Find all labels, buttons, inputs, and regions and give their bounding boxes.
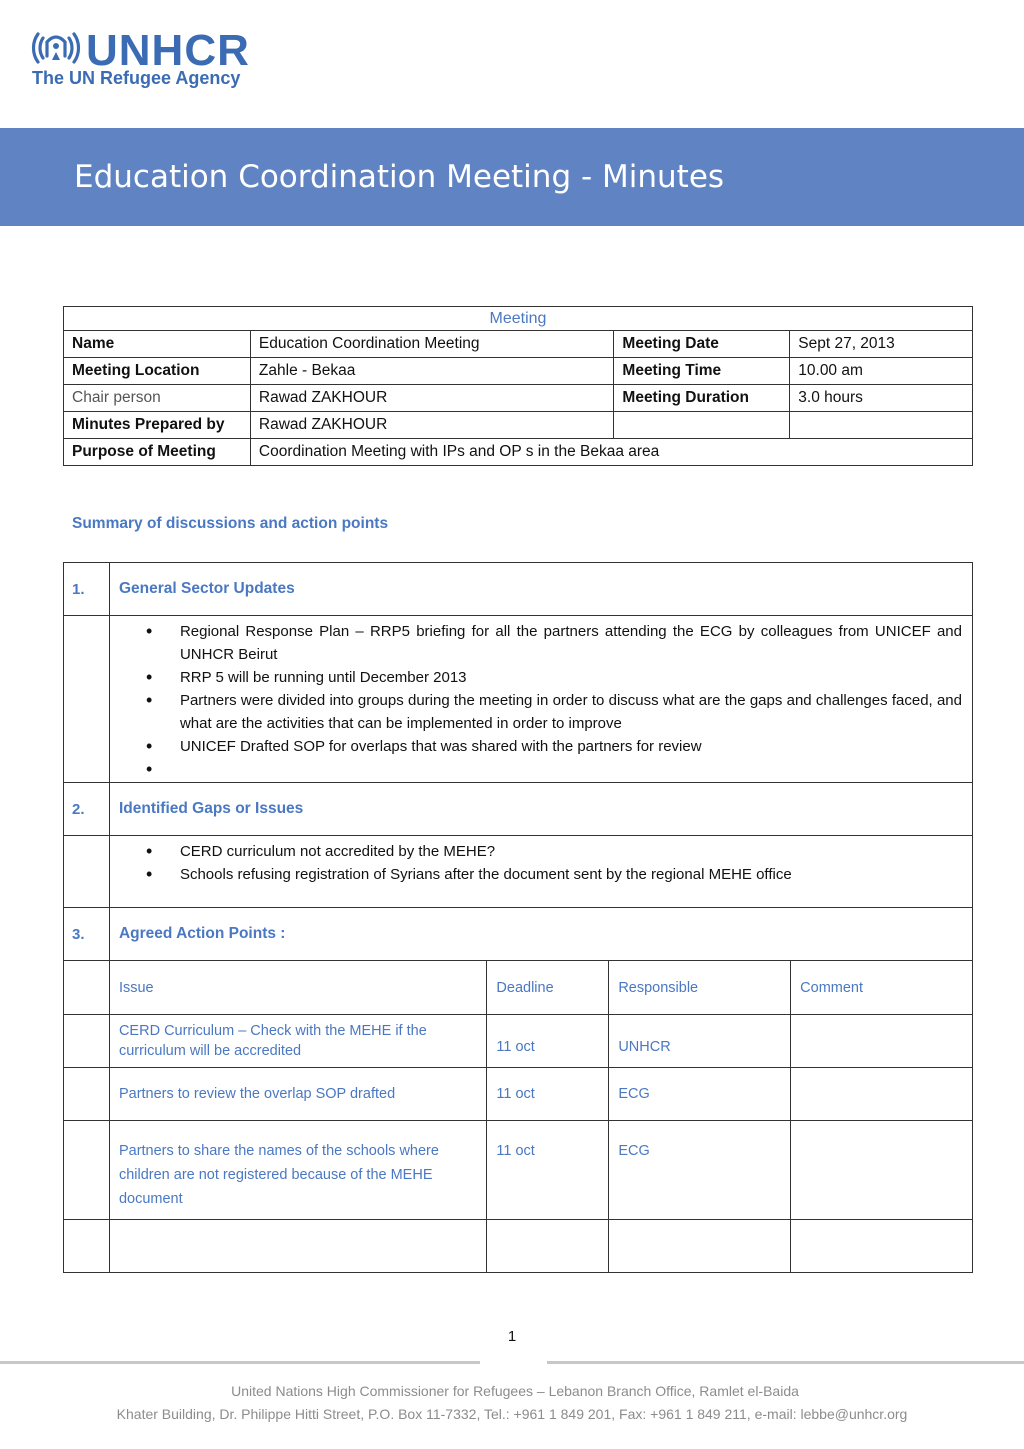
section-header-row [64, 563, 973, 616]
table-row [64, 1015, 973, 1068]
meeting-label: Meeting Date [614, 331, 790, 358]
empty-cell [64, 836, 110, 908]
empty-cell [64, 961, 110, 1015]
table-row [64, 1068, 973, 1121]
meeting-value [790, 412, 973, 439]
section-content-row [64, 836, 973, 908]
section-content [109, 836, 972, 908]
section-header-row [64, 908, 973, 961]
section-number: 1. [64, 563, 110, 616]
list-item: • Regional Response Plan – RRP5 briefing for all the partners attending the ECG by colleagues from UNICEF and UNHCR Beirut [146, 620, 962, 666]
action-deadline: 11 oct [487, 1121, 609, 1220]
footer-divider [0, 1361, 480, 1364]
responsible-column-header: Responsible [609, 961, 791, 1015]
meeting-details-table [63, 306, 973, 466]
bullet-list [110, 836, 972, 892]
list-item: • UNICEF Drafted SOP for overlaps that was shared with the partners for review [146, 735, 962, 758]
list-item: • Partners were divided into groups during the meeting in order to discuss what are the gaps and challenges faced, and what are the activities that can be implemented in order to improve [146, 689, 962, 735]
action-points-header-row [64, 961, 973, 1015]
action-responsible: ECG [609, 1068, 791, 1121]
section-title: General Sector Updates [109, 563, 972, 616]
action-comment [791, 1068, 973, 1121]
meeting-value: Sept 27, 2013 [790, 331, 973, 358]
meeting-label: Chair person [64, 385, 251, 412]
meeting-value: Rawad ZAKHOUR [250, 412, 613, 439]
meeting-row [64, 385, 973, 412]
logo-name: UNHCR [86, 26, 250, 75]
meeting-value: Education Coordination Meeting [250, 331, 613, 358]
section-number: 3. [64, 908, 110, 961]
discussion-table [63, 562, 973, 1273]
footer-contact-line: Khater Building, Dr. Philippe Hitti Street, P.O. Box 11-7332, Tel.: +961 1 849 201, Fax: +961 1 849 211, e-mail: lebbe@unhcr.org [116, 1406, 908, 1422]
section-content-row [64, 616, 973, 783]
empty-cell [791, 1220, 973, 1273]
list-item: • CERD curriculum not accredited by the MEHE? [146, 840, 962, 863]
empty-table-row [64, 1220, 973, 1273]
empty-cell [64, 1220, 110, 1273]
meeting-value: 3.0 hours [790, 385, 973, 412]
meeting-value: Rawad ZAKHOUR [250, 385, 613, 412]
empty-cell [109, 1220, 486, 1273]
meeting-purpose-row [64, 439, 973, 466]
meeting-table-heading: Meeting [64, 307, 973, 331]
action-comment [791, 1015, 973, 1068]
logo-tagline: The UN Refugee Agency [32, 68, 241, 88]
meeting-label: Minutes Prepared by [64, 412, 251, 439]
action-deadline: 11 oct [487, 1015, 609, 1068]
purpose-value: Coordination Meeting with IPs and OP s in the Bekaa area [250, 439, 972, 466]
meeting-row [64, 412, 973, 439]
meeting-value: 10.00 am [790, 358, 973, 385]
action-issue: Partners to review the overlap SOP drafted [109, 1068, 486, 1121]
action-responsible: ECG [609, 1121, 791, 1220]
summary-heading: Summary of discussions and action points [72, 515, 389, 532]
empty-cell [64, 1015, 110, 1068]
meeting-label: Meeting Time [614, 358, 790, 385]
empty-cell [64, 1121, 110, 1220]
page-number: 1 [507, 1328, 517, 1345]
section-title: Identified Gaps or Issues [109, 783, 972, 836]
unhcr-logo [30, 24, 270, 94]
section-number: 2. [64, 783, 110, 836]
meeting-value: Zahle - Bekaa [250, 358, 613, 385]
title-banner [0, 128, 1024, 226]
meeting-label: Meeting Location [64, 358, 251, 385]
action-responsible: UNHCR [609, 1015, 791, 1068]
meeting-table-header-row [64, 307, 973, 331]
empty-cell [64, 616, 110, 783]
meeting-label [614, 412, 790, 439]
deadline-column-header: Deadline [487, 961, 609, 1015]
empty-cell [64, 1068, 110, 1121]
list-item: • Schools refusing registration of Syrians after the document sent by the regional MEHE office [146, 863, 962, 886]
section-content [109, 616, 972, 783]
section-header-row [64, 783, 973, 836]
issue-column-header: Issue [109, 961, 486, 1015]
action-issue: CERD Curriculum – Check with the MEHE if the curriculum will be accredited [109, 1015, 486, 1068]
meeting-row [64, 331, 973, 358]
empty-cell [609, 1220, 791, 1273]
footer-address-line: United Nations High Commissioner for Refugees – Lebanon Branch Office, Ramlet el-Baida [231, 1383, 799, 1399]
section-title: Agreed Action Points : [109, 908, 972, 961]
list-item: • RRP 5 will be running until December 2013 [146, 666, 962, 689]
footer-divider [547, 1361, 1024, 1364]
bullet-list [110, 616, 972, 764]
table-row [64, 1121, 973, 1220]
action-comment [791, 1121, 973, 1220]
unhcr-emblem-icon [30, 28, 82, 68]
meeting-label: Meeting Duration [614, 385, 790, 412]
comment-column-header: Comment [791, 961, 973, 1015]
page-title: Education Coordination Meeting - Minutes [74, 159, 725, 195]
empty-cell [487, 1220, 609, 1273]
meeting-row [64, 358, 973, 385]
action-deadline: 11 oct [487, 1068, 609, 1121]
action-issue: Partners to share the names of the schools where children are not registered because of the MEHE document [109, 1121, 486, 1220]
purpose-label: Purpose of Meeting [64, 439, 251, 466]
meeting-label: Name [64, 331, 251, 358]
